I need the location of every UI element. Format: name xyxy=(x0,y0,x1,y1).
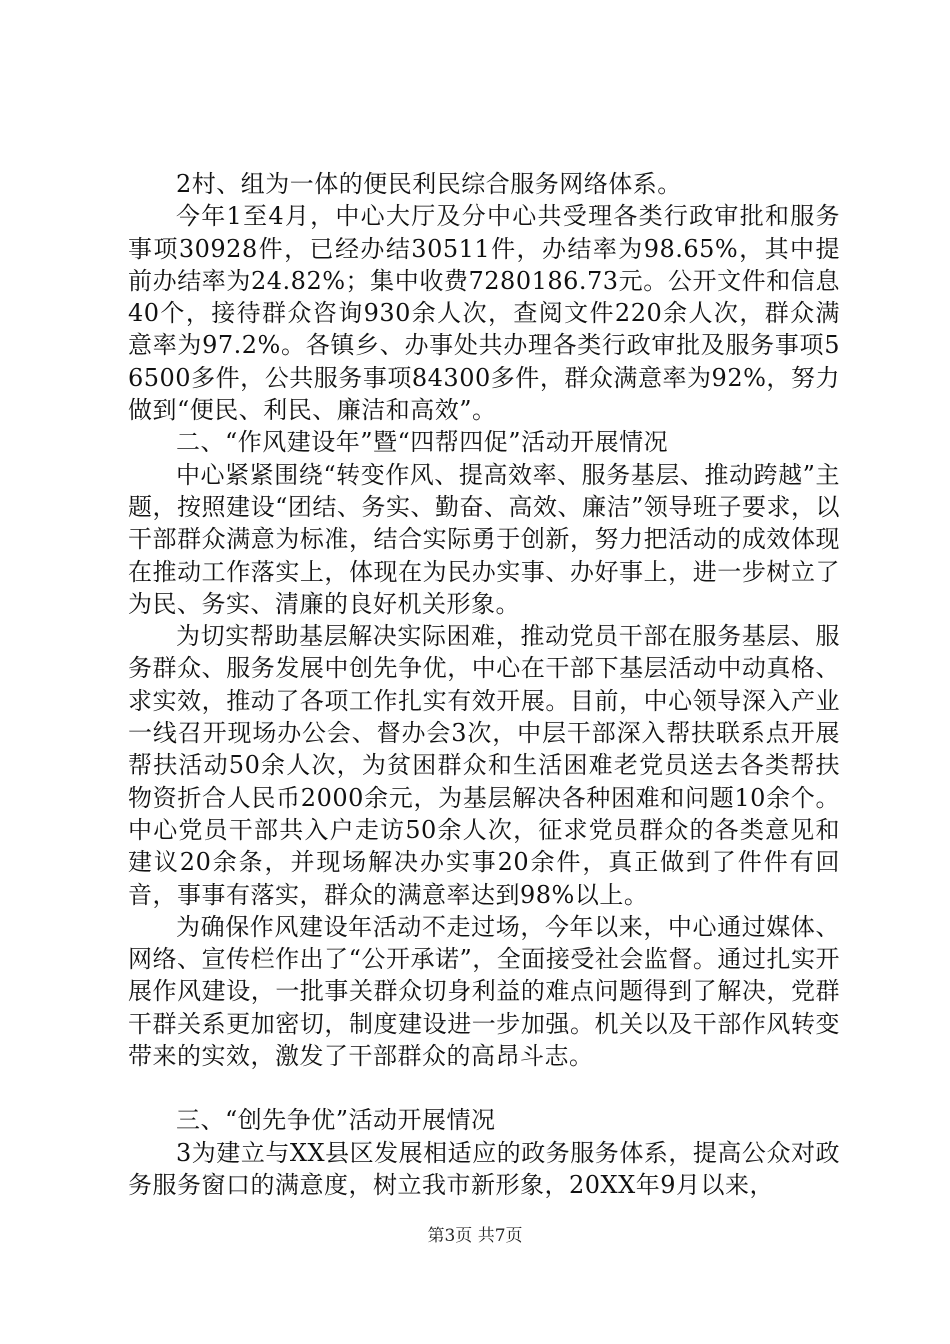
paragraph-service-network: 2村、组为一体的便民利民综合服务网络体系。 xyxy=(176,170,682,198)
paragraph-statistics: 今年1至4月，中心大厅及分中心共受理各类行政审批和服务事项30928件，已经办结30511件，办结率为98.65%，其中提前办结率为24.82%；集中收费7280186.73元。公开文件和信息40个，接待群众咨询930余人次，查阅文件220余人次，群众满意率为97.2%。各镇乡、办事处共办理各类行政审批及服务事项56500多件，公共服务事项84300多件，群众满意率为92%，努力做到“便民、利民、廉洁和高效”。 xyxy=(128,202,840,425)
paragraph-grassroots-help: 为切实帮助基层解决实际困难，推动党员干部在服务基层、服务群众、服务发展中创先争优，中心在干部下基层活动中动真格、求实效，推动了各项工作扎实有效开展。目前，中心领导深入产业一线召开现场办公会、督办会3次，中层干部深入帮扶联系点开展帮扶活动50余人次，为贫困群众和生活困难老党员送去各类帮扶物资折合人民币2000余元，为基层解决各种困难和问题10余个。中心党员干部共入户走访50余人次，征求党员群众的各类意见和建议20余条，并现场解决办实事20余件，真正做到了件件有回音，事事有落实，群众的满意率达到98%以上。 xyxy=(128,622,840,909)
paragraph-work-style: 中心紧紧围绕“转变作风、提高效率、服务基层、推动跨越”主题，按照建设“团结、务实、勤奋、高效、廉洁”领导班子要求，以干部群众满意为标准，结合实际勇于创新，努力把活动的成效体现在推动工作落实上，体现在为民办实事、办好事上，进一步树立了为民、务实、清廉的良好机关形象。 xyxy=(128,460,840,618)
document-body xyxy=(128,168,840,1201)
section-heading-2: 二、“作风建设年”暨“四帮四促”活动开展情况 xyxy=(176,428,669,457)
paragraph-gap xyxy=(128,1072,840,1104)
page-number: 第3页 共7页 xyxy=(427,1226,523,1246)
section-heading-3: 三、“创先争优”活动开展情况 xyxy=(176,1106,496,1135)
paragraph-service-system: 3为建立与XX县区发展相适应的政务服务体系，提高公众对政务服务窗口的满意度，树立我市新形象，20XX年9月以来， xyxy=(128,1138,840,1199)
paragraph-public-commitment: 为确保作风建设年活动不走过场，今年以来，中心通过媒体、网络、宣传栏作出了“公开承诺”，全面接受社会监督。通过扎实开展作风建设，一批事关群众切身利益的难点问题得到了解决，党群干群关系更加密切，制度建设进一步加强。机关以及干部作风转变带来的实效，激发了干部群众的高昂斗志。 xyxy=(128,912,840,1071)
